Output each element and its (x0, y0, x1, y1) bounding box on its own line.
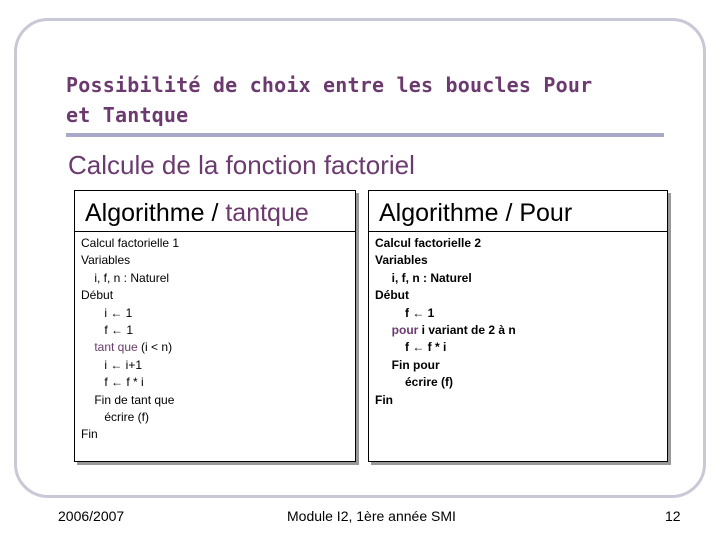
slide-title-line-2: et Tantque (66, 103, 189, 127)
code-line: Début (81, 288, 114, 303)
slide-title (66, 70, 666, 130)
code-line: i ← 1 (81, 305, 133, 320)
slide-title-line-1: Possibilité de choix entre les boucles Pour (66, 73, 593, 97)
code-line: Variables (81, 253, 131, 268)
code-line: Variables (375, 253, 428, 268)
code-keyword: pour (375, 323, 419, 338)
code-line: Calcul factorielle 1 (81, 236, 180, 250)
code-line: i ← i+1 (81, 357, 143, 372)
code-line: Fin (375, 392, 393, 407)
code-line: f ← 1 (81, 323, 134, 338)
code-line (375, 322, 663, 339)
algorithm-pour-box (368, 190, 668, 462)
code-line: Début (375, 288, 409, 303)
code-text: i variant de 2 à n (418, 323, 516, 338)
footer-page-number: 12 (665, 508, 681, 524)
algorithm-tantque-box (74, 190, 356, 462)
code-line: Fin de tant que (81, 392, 175, 407)
code-line: f ← 1 (375, 305, 435, 320)
code-line: i, f, n : Naturel (375, 270, 472, 285)
heading-prefix: Algorithme / (85, 199, 226, 227)
code-line: Calcul factorielle 2 (375, 236, 482, 250)
slide-subtitle: Calcule de la fonction factoriel (68, 150, 415, 180)
title-divider (66, 133, 664, 137)
algorithm-tantque-heading (75, 191, 355, 232)
algorithm-tantque-code (81, 235, 351, 444)
algorithm-pour-heading: Algorithme / Pour (369, 191, 667, 232)
algorithm-pour-code (375, 235, 663, 409)
code-line: i, f, n : Naturel (81, 270, 170, 285)
code-line: écrire (f) (81, 410, 150, 425)
code-keyword: tant que (81, 340, 138, 355)
heading-keyword: tantque (225, 199, 309, 227)
footer-course: Module I2, 1ère année SMI (287, 508, 456, 524)
code-line (81, 339, 351, 356)
code-line: f ← f * i (81, 375, 144, 390)
code-text: (i < n) (137, 340, 173, 355)
code-line: Fin pour (375, 357, 440, 372)
code-line: Fin (81, 427, 98, 442)
code-line: f ← f * i (375, 340, 447, 355)
code-line: écrire (f) (375, 375, 454, 390)
footer-date: 2006/2007 (58, 508, 125, 524)
